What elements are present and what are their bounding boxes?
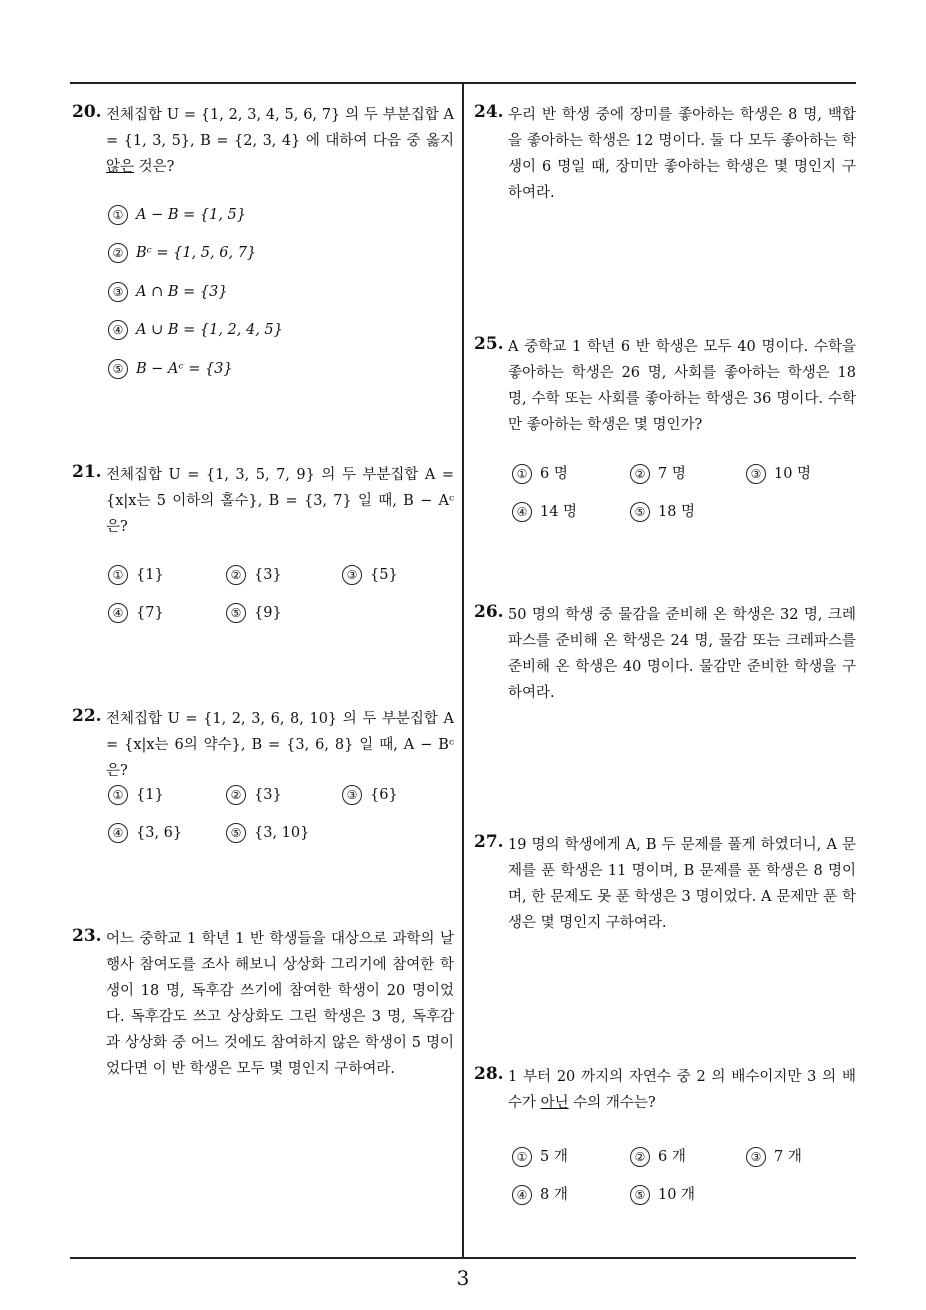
question-28: [474, 1064, 856, 1116]
option-mark: ⑤: [630, 502, 650, 522]
option-2[interactable]: [630, 462, 686, 484]
question-text: A 중학교 1 학년 6 반 학생은 모두 40 명이다. 수학을 좋아하는 학생은 26 명, 사회를 좋아하는 학생은 18 명, 수학 또는 사회를 좋아하는 학생은 36 명이다. 수학만 좋아하는 학생은 몇 명인가?: [508, 339, 856, 433]
option-4[interactable]: [512, 500, 577, 522]
question-text-part: 1 부터 20 까지의 자연수 중 2 의 배수이지만 3 의 배수가: [508, 1069, 856, 1111]
option-mark: ④: [512, 1185, 532, 1205]
option-mark: ③: [108, 282, 128, 302]
option-2[interactable]: [630, 1145, 686, 1167]
option-mark: ②: [226, 565, 246, 585]
question-number: 26.: [474, 602, 504, 622]
option-label: 10 개: [658, 1187, 696, 1203]
option-5[interactable]: [108, 359, 233, 379]
question-number: 23.: [72, 926, 102, 946]
option-mark: ③: [746, 464, 766, 484]
question-number: 25.: [474, 334, 504, 354]
option-2[interactable]: [226, 565, 282, 585]
question-21: [72, 462, 454, 540]
question-22: [72, 706, 454, 784]
question-23: [72, 926, 454, 1082]
question-20: [72, 102, 454, 180]
option-1[interactable]: [512, 1145, 568, 1167]
option-mark: ①: [108, 565, 128, 585]
option-mark: ②: [226, 785, 246, 805]
option-label: A − B = {1, 5}: [136, 207, 246, 223]
option-4[interactable]: [512, 1183, 568, 1205]
question-25: [474, 334, 856, 438]
option-label: {7}: [136, 605, 164, 621]
question-text-part: 것은?: [134, 159, 175, 175]
option-4[interactable]: [108, 823, 182, 843]
option-label: A ∩ B = {3}: [136, 284, 228, 300]
option-5[interactable]: [630, 500, 695, 522]
option-3[interactable]: [342, 785, 398, 805]
question-27: [474, 832, 856, 936]
option-5[interactable]: [226, 823, 309, 843]
option-label: 18 명: [658, 504, 696, 520]
option-label: 10 명: [774, 466, 812, 482]
option-mark: ③: [342, 785, 362, 805]
option-label: 8 개: [540, 1187, 568, 1203]
question-text: 어느 중학교 1 학년 1 반 학생들을 대상으로 과학의 날 행사 참여도를 조사 해보니 상상화 그리기에 참여한 학생이 18 명, 독후감 쓰기에 참여한 학생이 20 명이었다. 독후감도 쓰고 상상화도 그린 학생은 3 명, 독후감과 상상화 중 어느 것에도 참여하지 않은 학생이 5 명이었다면 이 반 학생은 모두 몇 명인지 구하여라.: [106, 931, 454, 1077]
option-5[interactable]: [630, 1183, 695, 1205]
option-mark: ④: [512, 502, 532, 522]
option-mark: ⑤: [630, 1185, 650, 1205]
question-text-part: 수의 개수는?: [568, 1095, 656, 1111]
option-label: {3, 10}: [254, 825, 310, 841]
question-text: 우리 반 학생 중에 장미를 좋아하는 학생은 8 명, 백합을 좋아하는 학생은 12 명이다. 둘 다 모두 좋아하는 학생이 6 명일 때, 장미만 좋아하는 학생은 몇 명인지 구하여라.: [508, 107, 856, 201]
option-label: {5}: [370, 567, 398, 583]
option-mark: ④: [108, 320, 128, 340]
question-text: [508, 1064, 856, 1116]
option-1[interactable]: [108, 565, 164, 585]
option-mark: ①: [512, 1147, 532, 1167]
option-label: {3, 6}: [136, 825, 183, 841]
question-text: 50 명의 학생 중 물감을 준비해 온 학생은 32 명, 크레파스를 준비해 온 학생은 24 명, 물감 또는 크레파스를 준비해 온 학생은 40 명이다. 물감만 준비한 학생을 구하여라.: [508, 607, 856, 701]
option-label: {1}: [136, 787, 164, 803]
emphasis-underline: 아닌: [540, 1095, 569, 1111]
option-mark: ⑤: [108, 359, 128, 379]
option-3[interactable]: [342, 565, 398, 585]
question-text: 전체집합 U = {1, 2, 3, 6, 8, 10} 의 두 부분집합 A = {x|x는 6의 약수}, B = {3, 6, 8} 일 때, A − Bᶜ 은?: [106, 711, 454, 779]
option-label: 5 개: [540, 1149, 568, 1165]
option-4[interactable]: [108, 320, 283, 340]
option-label: A ∪ B = {1, 2, 4, 5}: [136, 322, 283, 338]
page-number: 3: [456, 1266, 470, 1290]
option-mark: ④: [108, 603, 128, 623]
option-label: 7 명: [658, 466, 686, 482]
option-2[interactable]: [108, 243, 256, 263]
option-mark: ③: [342, 565, 362, 585]
question-number: 20.: [72, 102, 102, 122]
emphasis-underline: 않은: [106, 159, 135, 175]
option-mark: ⑤: [226, 823, 246, 843]
option-label: {6}: [370, 787, 398, 803]
option-2[interactable]: [226, 785, 282, 805]
column-divider: [462, 84, 464, 1257]
option-label: 6 개: [658, 1149, 686, 1165]
option-3[interactable]: [108, 282, 228, 302]
option-label: 14 명: [540, 504, 578, 520]
option-4[interactable]: [108, 603, 164, 623]
option-label: {9}: [254, 605, 282, 621]
bottom-rule: [70, 1257, 856, 1259]
option-3[interactable]: [746, 1145, 802, 1167]
option-label: {3}: [254, 787, 282, 803]
question-24: [474, 102, 856, 206]
option-5[interactable]: [226, 603, 282, 623]
option-label: {1}: [136, 567, 164, 583]
option-mark: ②: [108, 243, 128, 263]
question-number: 24.: [474, 102, 504, 122]
option-mark: ④: [108, 823, 128, 843]
option-mark: ②: [630, 464, 650, 484]
option-label: 6 명: [540, 466, 568, 482]
option-label: 7 개: [774, 1149, 802, 1165]
option-1[interactable]: [108, 205, 246, 225]
option-label: {3}: [254, 567, 282, 583]
question-text-part: 전체집합 U = {1, 2, 3, 4, 5, 6, 7} 의 두 부분집합 A = {1, 3, 5}, B = {2, 3, 4} 에 대하여 다음 중 옳지: [106, 107, 454, 149]
question-number: 22.: [72, 706, 102, 726]
question-26: [474, 602, 856, 706]
option-1[interactable]: [108, 785, 164, 805]
question-text: 19 명의 학생에게 A, B 두 문제를 풀게 하였더니, A 문제를 푼 학생은 11 명이며, B 문제를 푼 학생은 8 명이며, 한 문제도 못 푼 학생은 3 명이었다. A 문제만 푼 학생은 몇 명인지 구하여라.: [508, 837, 856, 931]
option-mark: ③: [746, 1147, 766, 1167]
option-mark: ①: [108, 785, 128, 805]
option-1[interactable]: [512, 462, 568, 484]
question-number: 27.: [474, 832, 504, 852]
question-number: 21.: [72, 462, 102, 482]
option-label: Bᶜ = {1, 5, 6, 7}: [136, 245, 257, 261]
option-3[interactable]: [746, 462, 811, 484]
question-text: 전체집합 U = {1, 3, 5, 7, 9} 의 두 부분집합 A = {x|x는 5 이하의 홀수}, B = {3, 7} 일 때, B − Aᶜ 은?: [106, 467, 454, 535]
option-mark: ①: [512, 464, 532, 484]
option-mark: ⑤: [226, 603, 246, 623]
option-mark: ②: [630, 1147, 650, 1167]
question-text: [106, 102, 454, 180]
question-number: 28.: [474, 1064, 504, 1084]
option-label: B − Aᶜ = {3}: [136, 361, 233, 377]
option-mark: ①: [108, 205, 128, 225]
